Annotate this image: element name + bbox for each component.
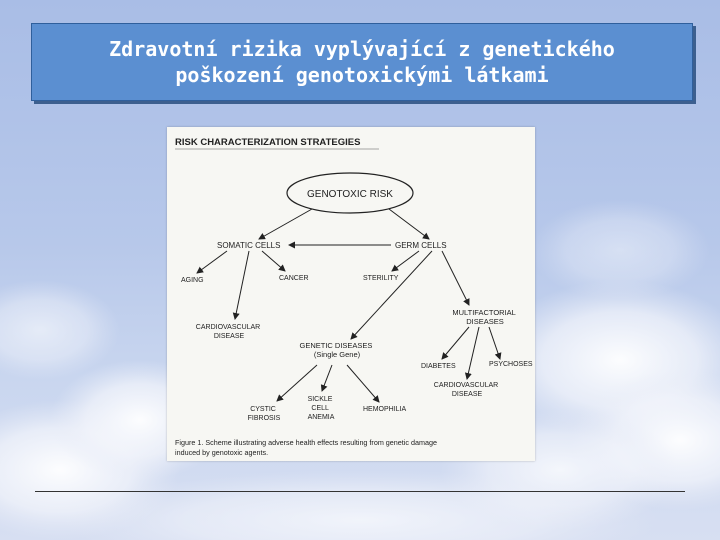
arrow-somatic-to-aging xyxy=(197,251,227,273)
hemophilia-label: HEMOPHILIA xyxy=(363,406,407,413)
arrow-multi-to-cardio2 xyxy=(467,327,479,379)
risk-diagram xyxy=(167,127,535,461)
sterility-label: STERILITY xyxy=(363,275,399,282)
psychoses-label: PSYCHOSES xyxy=(489,361,533,368)
diabetes-label: DIABETES xyxy=(421,363,456,370)
somatic-cells-label: SOMATIC CELLS xyxy=(217,241,281,250)
slide-title-line-2: poškození genotoxickými látkami xyxy=(175,63,549,87)
arrow-germ-to-genetic xyxy=(351,251,432,339)
arrow-multi-to-psychoses xyxy=(489,327,500,359)
arrow-root-to-somatic xyxy=(259,209,312,239)
germ-cells-label: GERM CELLS xyxy=(395,241,447,250)
arrow-somatic-to-cardio xyxy=(235,251,249,319)
arrow-root-to-germ xyxy=(389,209,429,239)
multifactorial-diseases-label: MULTIFACTORIAL DISEASES xyxy=(452,308,516,326)
cystic-fibrosis-label: CYSTIC FIBROSIS xyxy=(247,406,281,422)
genotoxic-risk-label: GENOTOXIC RISK xyxy=(307,189,393,200)
figure-caption: Figure 1. Scheme illustrating adverse health effects resulting from genetic damage induced by genotoxic agents. xyxy=(175,438,437,457)
genetic-diseases-label: GENETIC DISEASES (Single Gene) xyxy=(299,341,373,359)
arrow-germ-to-multifactorial xyxy=(442,251,469,305)
arrow-genetic-to-sickle xyxy=(322,365,332,391)
cardiovascular-disease-label: CARDIOVASCULAR DISEASE xyxy=(195,324,261,340)
diagram-heading: RISK CHARACTERIZATION STRATEGIES xyxy=(175,137,361,148)
arrow-somatic-to-cancer xyxy=(262,251,285,271)
aging-label: AGING xyxy=(181,277,204,284)
arrow-multi-to-diabetes xyxy=(442,327,469,359)
bottom-divider xyxy=(35,491,685,492)
cardiovascular-disease-2-label: CARDIOVASCULAR DISEASE xyxy=(433,382,499,398)
slide-title-line-1: Zdravotní rizika vyplývající z genetického xyxy=(109,37,615,61)
arrow-genetic-to-hemophilia xyxy=(347,365,379,402)
slide-title-box xyxy=(31,23,693,101)
arrow-germ-to-sterility xyxy=(392,251,419,271)
sickle-cell-anemia-label: SICKLE CELL ANEMIA xyxy=(307,396,335,421)
scanned-figure xyxy=(167,127,535,461)
cancer-label: CANCER xyxy=(279,275,309,282)
